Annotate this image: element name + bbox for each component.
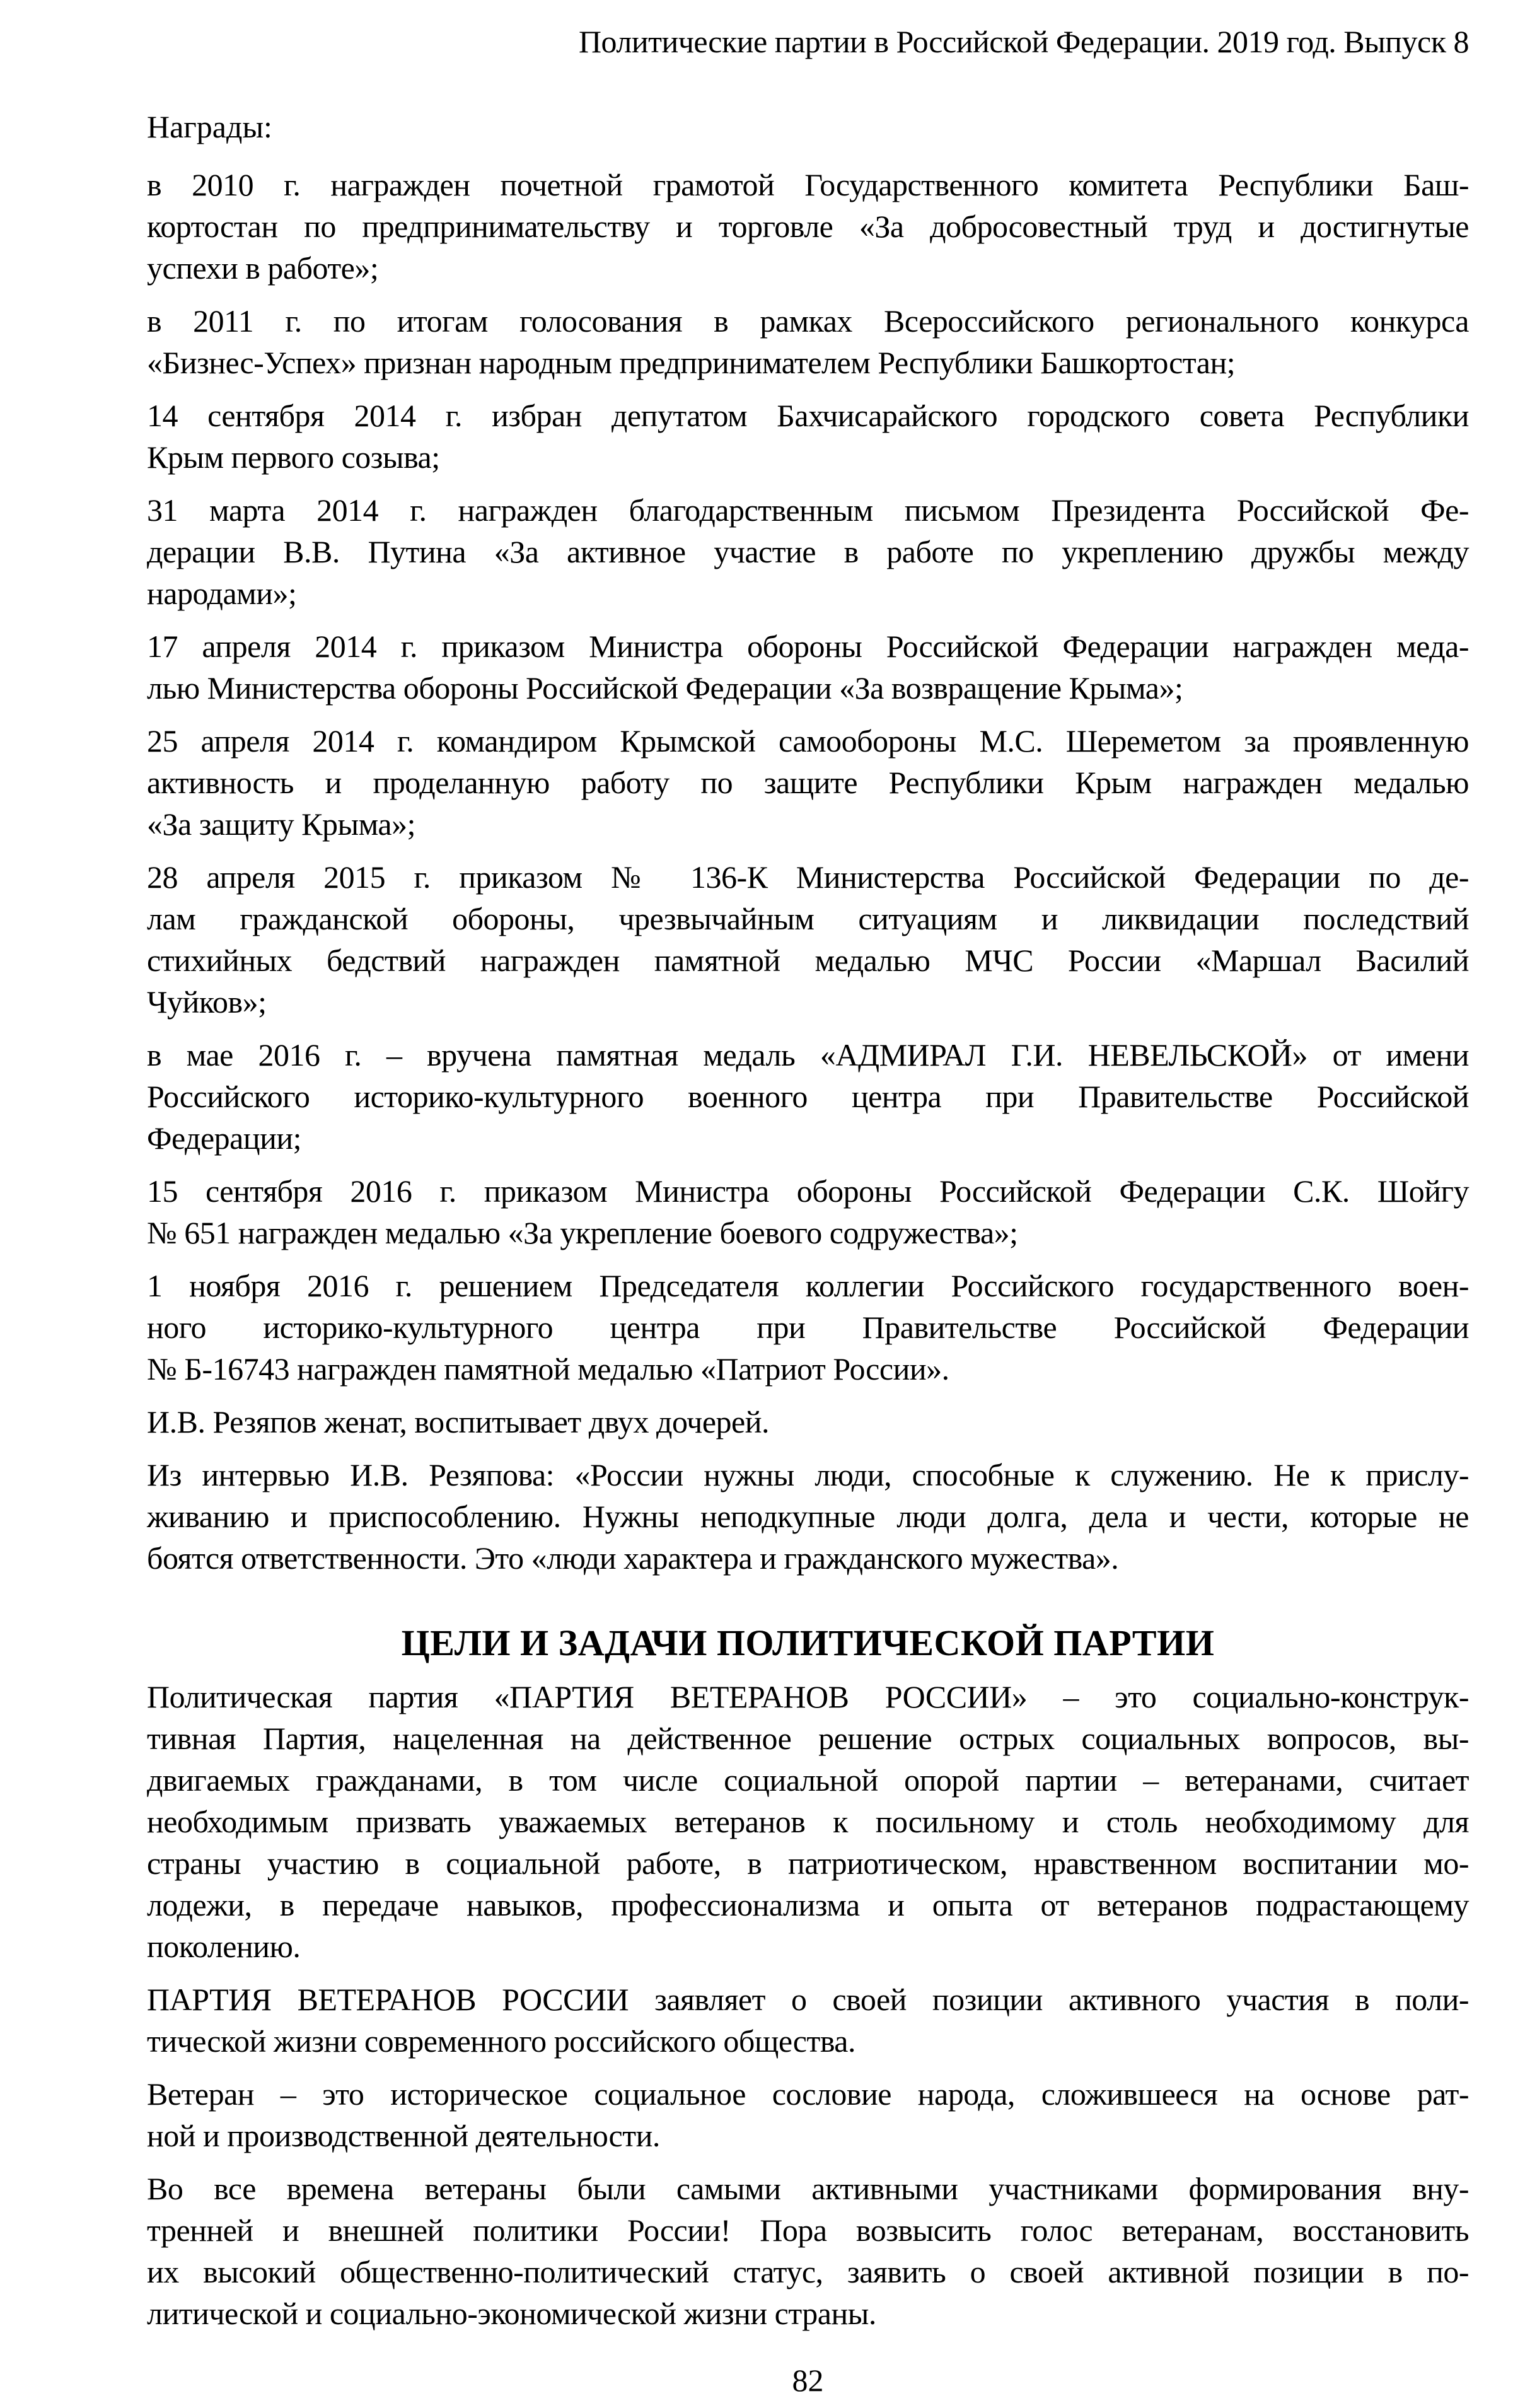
- text-line: тренней и внешней политики России! Пора возвысить голос ветеранам, восстановить: [147, 2213, 1469, 2248]
- paragraph: [147, 1265, 1469, 1390]
- paragraph: [147, 856, 1469, 1023]
- paragraph: [147, 300, 1469, 383]
- text-line: № Б-16743 награжден памятной медалью «Патриот России».: [147, 1351, 949, 1387]
- running-head: Политические партии в Российской Федерации. 2019 год. Выпуск 8: [578, 24, 1469, 59]
- text-line: страны участию в социальной работе, в патриотическом, нравственном воспитании мо-: [147, 1846, 1469, 1881]
- text-line: их высокий общественно-политический статус, заявить о своей активной позиции в по-: [147, 2254, 1469, 2289]
- paragraph: [147, 489, 1469, 614]
- text-line: И.В. Резяпов женат, воспитывает двух дочерей.: [147, 1404, 769, 1440]
- text-line: Федерации;: [147, 1120, 302, 1156]
- page-number: 82: [792, 2363, 824, 2398]
- text-line: необходимым призвать уважаемых ветеранов к посильному и столь необходимому для: [147, 1804, 1469, 1839]
- text-line: Чуйков»;: [147, 984, 267, 1020]
- text-line: живанию и приспособлению. Нужны неподкупные люди долга, дела и чести, которые не: [147, 1499, 1469, 1534]
- text-line: тической жизни современного российского общества.: [147, 2023, 855, 2059]
- text-line: Политическая партия «ПАРТИЯ ВЕТЕРАНОВ РОССИИ» – это социально-конструк-: [147, 1679, 1469, 1714]
- paragraph: [147, 1401, 1469, 1443]
- paragraph: [147, 395, 1469, 478]
- paragraph: [147, 164, 1469, 289]
- text-line: «Бизнес-Успех» признан народным предпринимателем Республики Башкортостан;: [147, 345, 1236, 380]
- text-line: в мае 2016 г. – вручена памятная медаль «АДМИРАЛ Г.И. НЕВЕЛЬСКОЙ» от имени: [147, 1037, 1469, 1073]
- paragraph: [147, 1979, 1469, 2062]
- text-line: стихийных бедствий награжден памятной медалью МЧС России «Маршал Василий: [147, 943, 1469, 978]
- text-line: тивная Партия, нацеленная на действенное решение острых социальных вопросов, вы-: [147, 1721, 1469, 1756]
- text-line: 17 апреля 2014 г. приказом Министра обороны Российской Федерации награжден меда-: [147, 629, 1469, 664]
- text-line: ного историко-культурного центра при Правительстве Российской Федерации: [147, 1310, 1469, 1345]
- text-line: поколению.: [147, 1929, 301, 1964]
- paragraph: [147, 1676, 1469, 1967]
- paragraph: [147, 2168, 1469, 2334]
- text-line: лью Министерства обороны Российской Федерации «За возвращение Крыма»;: [147, 670, 1183, 706]
- text-line: боятся ответственности. Это «люди характера и гражданского мужества».: [147, 1540, 1119, 1576]
- section-heading: ЦЕЛИ И ЗАДАЧИ ПОЛИТИЧЕСКОЙ ПАРТИИ: [401, 1622, 1215, 1663]
- awards-section: [147, 164, 1469, 1579]
- text-line: кортостан по предпринимательству и торговле «За добросовестный труд и достигнутые: [147, 209, 1469, 244]
- text-line: Ветеран – это историческое социальное сословие народа, сложившееся на основе рат-: [147, 2076, 1469, 2112]
- paragraph: [147, 1034, 1469, 1159]
- text-line: «За защиту Крыма»;: [147, 806, 415, 842]
- paragraph: [147, 625, 1469, 709]
- text-line: № 651 награжден медалью «За укрепление боевого содружества»;: [147, 1215, 1018, 1250]
- paragraph: [147, 2073, 1469, 2156]
- text-line: Российского историко-культурного военного центра при Правительстве Российской: [147, 1079, 1469, 1114]
- text-line: 31 марта 2014 г. награжден благодарственным письмом Президента Российской Фе-: [147, 492, 1469, 528]
- text-line: народами»;: [147, 576, 297, 611]
- text-line: Крым первого созыва;: [147, 439, 440, 475]
- text-line: Из интервью И.В. Резяпова: «России нужны люди, способные к служению. Не к прислу-: [147, 1457, 1469, 1492]
- text-line: дерации В.В. Путина «За активное участие в работе по укреплению дружбы между: [147, 534, 1469, 569]
- paragraph: [147, 1170, 1469, 1253]
- text-line: 1 ноября 2016 г. решением Председателя коллегии Российского государственного воен-: [147, 1268, 1469, 1303]
- text-line: в 2011 г. по итогам голосования в рамках Всероссийского регионального конкурса: [147, 303, 1469, 339]
- text-line: активность и проделанную работу по защите Республики Крым награжден медалью: [147, 765, 1469, 800]
- text-line: лодежи, в передаче навыков, профессионализма и опыта от ветеранов подрастающему: [147, 1887, 1469, 1922]
- text-line: 14 сентября 2014 г. избран депутатом Бахчисарайского городского совета Республики: [147, 398, 1469, 433]
- paragraph: [147, 720, 1469, 845]
- text-line: 15 сентября 2016 г. приказом Министра обороны Российской Федерации С.К. Шойгу: [147, 1173, 1469, 1209]
- text-line: Во все времена ветераны были самыми активными участниками формирования вну-: [147, 2171, 1469, 2206]
- text-line: успехи в работе»;: [147, 250, 379, 286]
- awards-label: Награды:: [147, 109, 272, 144]
- text-line: в 2010 г. награжден почетной грамотой Государственного комитета Республики Баш-: [147, 167, 1469, 202]
- text-line: ной и производственной деятельности.: [147, 2118, 660, 2153]
- paragraph: [147, 1454, 1469, 1579]
- text-line: литической и социально-экономической жизни страны.: [147, 2296, 876, 2331]
- text-line: лам гражданской обороны, чрезвычайным ситуациям и ликвидации последствий: [147, 901, 1469, 936]
- text-line: 28 апреля 2015 г. приказом № 136-К Министерства Российской Федерации по де-: [147, 859, 1469, 895]
- goals-section: [147, 1676, 1469, 2334]
- text-line: 25 апреля 2014 г. командиром Крымской самообороны М.С. Шереметом за проявленную: [147, 723, 1469, 759]
- text-line: ПАРТИЯ ВЕТЕРАНОВ РОССИИ заявляет о своей позиции активного участия в поли-: [147, 1982, 1469, 2017]
- text-line: двигаемых гражданами, в том числе социальной опорой партии – ветеранами, считает: [147, 1762, 1469, 1798]
- text-column: [147, 0, 1469, 2401]
